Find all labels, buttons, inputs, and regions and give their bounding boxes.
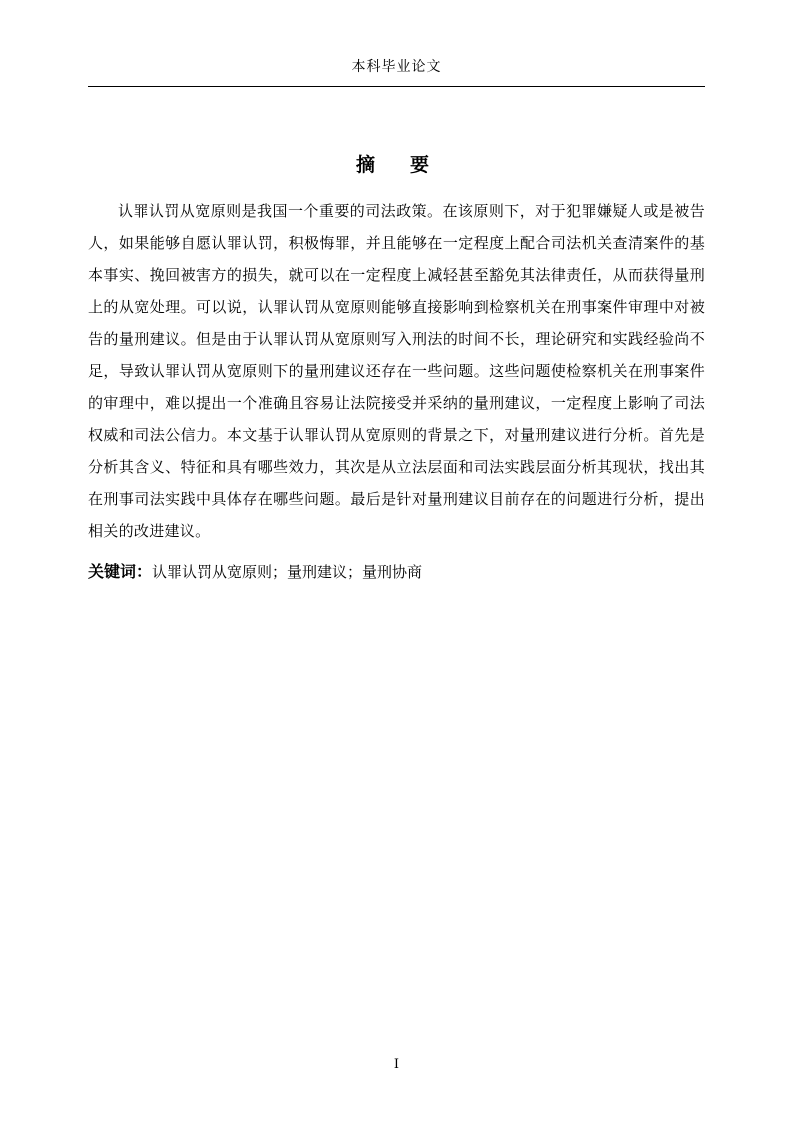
page-content <box>88 150 705 587</box>
keywords-value: 认罪认罚从宽原则；量刑建议；量刑协商 <box>152 563 423 581</box>
page-number: I <box>393 1057 400 1072</box>
page-header <box>88 56 705 82</box>
abstract-heading: 摘 要 <box>355 154 437 176</box>
keywords-line <box>88 557 705 587</box>
header-title: 本科毕业论文 <box>351 59 442 75</box>
abstract-body: 认罪认罚从宽原则是我国一个重要的司法政策。在该原则下，对于犯罪嫌疑人或是被告人，如果能够自愿认罪认罚，积极悔罪，并且能够在一定程度上配合司法机关查清案件的基本事实、挽回被害方的损失，就可以在一定程度上减轻甚至豁免其法律责任，从而获得量刑上的从宽处理。可以说，认罪认罚从宽原则能够直接影响到检察机关在刑事案件审理中对被告的量刑建议。但是由于认罪认罚从宽原则写入刑法的时间不长，理论研究和实践经验尚不足，导致认罪认罚从宽原则下的量刑建议还存在一些问题。这些问题使检察机关在刑事案件的审理中，难以提出一个准确且容易让法院接受并采纳的量刑建议，一定程度上影响了司法权威和司法公信力。本文基于认罪认罚从宽原则的背景之下，对量刑建议进行分析。首先是分析其含义、特征和具有哪些效力，其次是从立法层面和司法实践层面分析其现状，找出其在刑事司法实践中具体存在哪些问题。最后是针对量刑建议目前存在的问题进行分析，提出相关的改进建议。 <box>88 202 705 540</box>
keywords-label: 关键词： <box>88 562 153 581</box>
header-divider <box>88 86 705 87</box>
